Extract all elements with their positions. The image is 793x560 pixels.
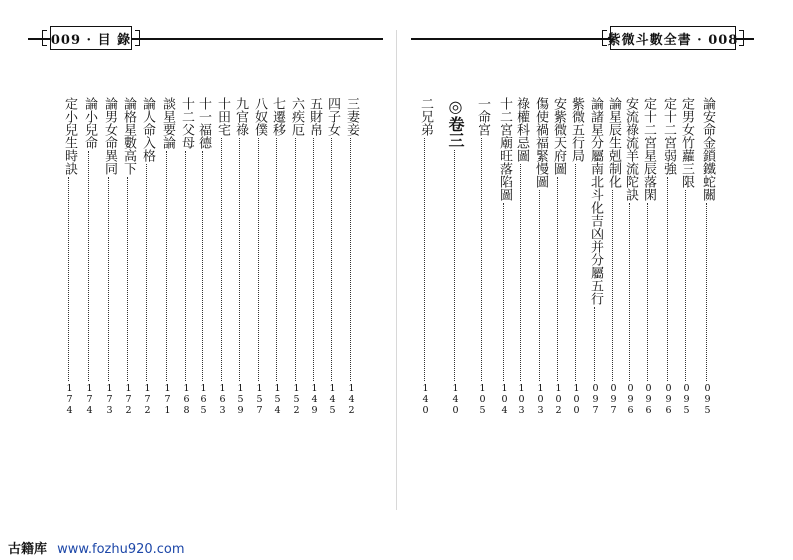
toc-entry-title: 十田宅 (215, 97, 230, 136)
toc-entry (568, 97, 584, 416)
toc-entry-title: 論安命金鎖鐵蛇關 (700, 97, 715, 201)
toc-entry-title: 論小兒命 (82, 97, 97, 149)
toc-entry-title: 五財帛 (307, 97, 322, 136)
toc-entry (550, 97, 566, 416)
toc-entry (251, 97, 267, 416)
toc-leader-dots (454, 150, 457, 381)
toc-leader-dots (202, 151, 205, 381)
toc-entry-title: 九官祿 (233, 97, 248, 136)
toc-entry (306, 97, 322, 416)
toc-entry (343, 97, 359, 416)
toc-entry-title: 十一福德 (196, 97, 211, 149)
toc-entry-title: 論格星數高下 (121, 97, 136, 175)
toc-entry (640, 97, 656, 416)
toc-page-number: 171 (162, 383, 173, 416)
toc-entry (101, 97, 117, 416)
site-url: www.fozhu920.com (57, 542, 185, 557)
toc-leader-dots (424, 138, 427, 381)
toc-leader-dots (127, 177, 130, 381)
toc-page-number: 102 (553, 383, 564, 416)
toc-entry-title: 定十二宮星辰落閑 (641, 97, 656, 201)
toc-leader-dots (706, 203, 709, 381)
toc-page-number: 103 (516, 383, 527, 416)
toc-entry (513, 97, 529, 416)
toc-entry (159, 97, 175, 416)
toc-page-number: 168 (181, 383, 192, 416)
toc-entry (532, 97, 548, 416)
toc-page-number: 096 (663, 383, 674, 416)
toc-page-number: 100 (571, 383, 582, 416)
toc-entry-title: 六疾厄 (289, 97, 304, 136)
toc-page-number: 103 (535, 383, 546, 416)
toc-leader-dots (350, 138, 353, 381)
toc-entry-title: 四子女 (325, 97, 340, 136)
toc-page-number: 174 (64, 383, 75, 416)
toc-entry (678, 97, 694, 416)
toc-leader-dots (667, 177, 670, 381)
toc-entry (139, 97, 155, 416)
toc-leader-dots (612, 190, 615, 381)
toc-entry-title: 安紫微天府圖 (551, 97, 566, 175)
toc-entry-title: 安流祿流羊流陀訣 (623, 97, 638, 201)
toc-page-number: 165 (198, 383, 209, 416)
toc-leader-dots (295, 138, 298, 381)
toc-entry (232, 97, 248, 416)
toc-entry-title: 論星辰生剋制化 (606, 97, 621, 188)
toc-leader-dots (331, 138, 334, 381)
toc-page-number: 096 (625, 383, 636, 416)
toc-entry (81, 97, 97, 416)
toc-leader-dots (685, 190, 688, 381)
toc-page-number: 105 (477, 383, 488, 416)
toc-page-number: 159 (235, 383, 246, 416)
site-name: 古籍库 (8, 542, 48, 557)
toc-leader-dots (520, 164, 523, 381)
toc-section-heading (447, 97, 463, 416)
toc-page-number: 154 (272, 383, 283, 416)
left-page-header: 009 · 目 錄 (50, 26, 132, 50)
toc-page-number: 097 (590, 383, 601, 416)
toc-entry (120, 97, 136, 416)
toc-leader-dots (258, 138, 261, 381)
toc-leader-dots (185, 151, 188, 381)
right-page-header: 紫微斗數全書 · 008 (610, 26, 736, 50)
toc-entry (622, 97, 638, 416)
toc-entry-title: 傷使禍福緊慢圖 (533, 97, 548, 188)
toc-page-number: 095 (702, 383, 713, 416)
toc-page-number: 163 (217, 383, 228, 416)
toc-entry (269, 97, 285, 416)
toc-leader-dots (647, 203, 650, 381)
toc-leader-dots (68, 177, 71, 381)
toc-page-number: 140 (450, 383, 461, 416)
toc-entry (178, 97, 194, 416)
toc-leader-dots (221, 138, 224, 381)
toc-page-number: 157 (254, 383, 265, 416)
toc-leader-dots (629, 203, 632, 381)
toc-entry (587, 97, 603, 416)
toc-entry-title: 八奴僕 (252, 97, 267, 136)
toc-entry-title: 祿權科忌圖 (514, 97, 529, 162)
toc-entry (417, 97, 433, 416)
toc-leader-dots (539, 190, 542, 381)
toc-leader-dots (313, 138, 316, 381)
toc-page-number: 096 (643, 383, 654, 416)
toc-page-number: 104 (499, 383, 510, 416)
toc-entry-title: 紫微五行局 (569, 97, 584, 162)
toc-entry (61, 97, 77, 416)
toc-leader-dots (276, 138, 279, 381)
toc-leader-dots (503, 203, 506, 381)
toc-leader-dots (594, 307, 597, 381)
toc-page-number: 140 (420, 383, 431, 416)
toc-leader-dots (239, 138, 242, 381)
toc-entry (699, 97, 715, 416)
toc-entry-title: 七遷移 (270, 97, 285, 136)
toc-page-number: 174 (84, 383, 95, 416)
toc-leader-dots (557, 177, 560, 381)
toc-entry-title: 論男女命異同 (102, 97, 117, 175)
toc-leader-dots (88, 151, 91, 381)
toc-entry-title: 三妻妾 (344, 97, 359, 136)
toc-entry-title: 談星要論 (160, 97, 175, 149)
toc-page-number: 149 (309, 383, 320, 416)
toc-leader-dots (108, 177, 111, 381)
toc-entry (288, 97, 304, 416)
toc-page-number: 095 (681, 383, 692, 416)
toc-entry-title: 定小兒生時訣 (62, 97, 77, 175)
toc-entry-title: 十二父母 (179, 97, 194, 149)
toc-leader-dots (146, 164, 149, 381)
toc-page-number: 145 (327, 383, 338, 416)
toc-entry (605, 97, 621, 416)
toc-entry-title: 二兄弟 (418, 97, 433, 136)
toc-entry-title: 定十二宮弱強 (661, 97, 676, 175)
toc-entry (496, 97, 512, 416)
toc-entry (660, 97, 676, 416)
toc-page-number: 172 (142, 383, 153, 416)
toc-leader-dots (166, 151, 169, 381)
juan-heading: ◎卷三 (446, 97, 465, 148)
toc-page-number: 172 (123, 383, 134, 416)
toc-leader-dots (575, 164, 578, 381)
toc-entry (214, 97, 230, 416)
toc-page-number: 097 (608, 383, 619, 416)
toc-entry (474, 97, 490, 416)
watermark-footer (8, 538, 185, 557)
toc-entry-title: 論人命入格 (140, 97, 155, 162)
toc-entry-title: 一命宮 (475, 97, 490, 136)
toc-leader-dots (481, 138, 484, 381)
toc-entry-title: 定男女竹蘿三限 (679, 97, 694, 188)
toc-page-number: 152 (291, 383, 302, 416)
toc-entry (195, 97, 211, 416)
toc-entry-title: 論諸星分屬南北斗化吉凶并分屬五行 (588, 97, 603, 305)
toc-entry (324, 97, 340, 416)
toc-page-number: 142 (346, 383, 357, 416)
toc-page-number: 173 (104, 383, 115, 416)
toc-entry-title: 十二宮廟旺落陷圖 (497, 97, 512, 201)
